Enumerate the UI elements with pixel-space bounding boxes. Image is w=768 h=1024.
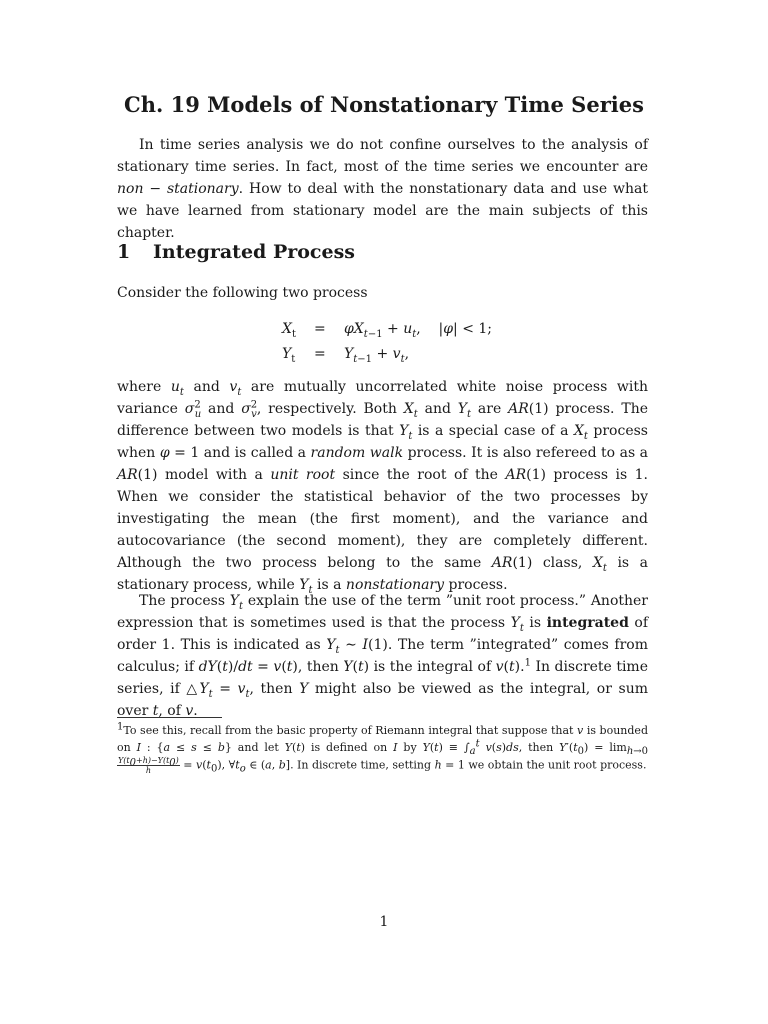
equation-x-rhs: $\varphi X_{t-1} + u_t$, |φ| < 1;: [344, 321, 493, 340]
chapter-title: Ch. 19 Models of Nonstationary Time Series: [124, 92, 644, 117]
equation-y-rhs: $Y_{t-1} + v_t$,: [344, 346, 410, 365]
intro-text-2: . How to deal with the nonstationary data and use what we have learned from stationary model are the main subjects of this chapter.: [117, 181, 648, 241]
body-paragraph-2: The process $Y_t$ explain the use of the term ”unit root process.” Another expression that is sometimes used is that the process $Y_t$ is integrated of order 1. This is indicated as $Y_t$ ∼ I(1). The term ”integrated” comes from calculus; if dY(t)/dt = v(t), then Y(t) is the integral of v(t).$^1$ In discrete time series, if $\triangle Y_t = v_t$, then Y might also be viewed as the integral, or sum over t, of v.: [117, 593, 649, 719]
footnote-ref[interactable]: 1: [524, 657, 531, 669]
intro-emphasis: non − stationary: [117, 181, 239, 197]
intro-paragraph: [117, 134, 648, 244]
section-title: Integrated Process: [153, 241, 355, 263]
intro-text-1: In time series analysis we do not confine ourselves to the analysis of stationary time series. In fact, most of the time series we encounter are: [117, 137, 648, 175]
section-heading: [117, 241, 355, 263]
unit-root-emphasis: unit root: [270, 467, 336, 483]
nonstationary-emphasis: nonstationary: [345, 577, 445, 593]
footnote-mark: 1: [117, 721, 124, 733]
random-walk-emphasis: random walk: [310, 445, 404, 461]
integrated-bold: integrated: [546, 615, 629, 631]
footnote-rule: [117, 717, 222, 718]
consider-text: Consider the following two process: [117, 285, 368, 301]
page-number: 1: [379, 914, 389, 930]
derivative-fraction: $\frac{Y(t_0+h)-Y(t_0)}{h}$: [118, 756, 179, 775]
equation-y: $Y_t = Y_{t-1} + v_t$,: [282, 346, 410, 365]
equation-x: $X_t = \varphi X_{t-1} + u_t$, |φ| < 1;: [282, 321, 493, 340]
section-number: 1: [117, 241, 131, 263]
body-paragraph-1: where $u_t$ and $v_t$ are mutually uncorrelated white noise process with variance $\sigma^2_u$ and $\sigma^2_v$, respectively. Both $X_t$ and $Y_t$ are AR(1) process. The difference between two models is that $Y_t$ is a special case of a $X_t$ process when φ = 1 and is called a random walk process. It is also refereed to as a AR(1) model with a unit root since the root of the AR(1) process is 1. When we consider the statistical behavior of the two processes by investigating the mean (the first moment), and the variance and autocovariance (the second moment), they are completely different. Although the two process belong to the same AR(1) class, $X_t$ is a stationary process, while $Y_t$ is a nonstationary process.: [117, 379, 648, 596]
footnote: $^1$To see this, recall from the basic property of Riemann integral that suppose that v is bounded on I : {a ≤ s ≤ b} and let Y(t) is defined on I by $Y(t) \equiv \int_a^t$ v(s)ds, then $Y'(t_0) = \lim_{h\to 0}$ $\frac{Y(t_0+h)-Y(t_0)}{h}$ = $v(t_0)$, $\forall t_o$ ∈ (a, b]. In discrete time, setting h = 1 we obtain the unit root process.: [117, 721, 649, 775]
